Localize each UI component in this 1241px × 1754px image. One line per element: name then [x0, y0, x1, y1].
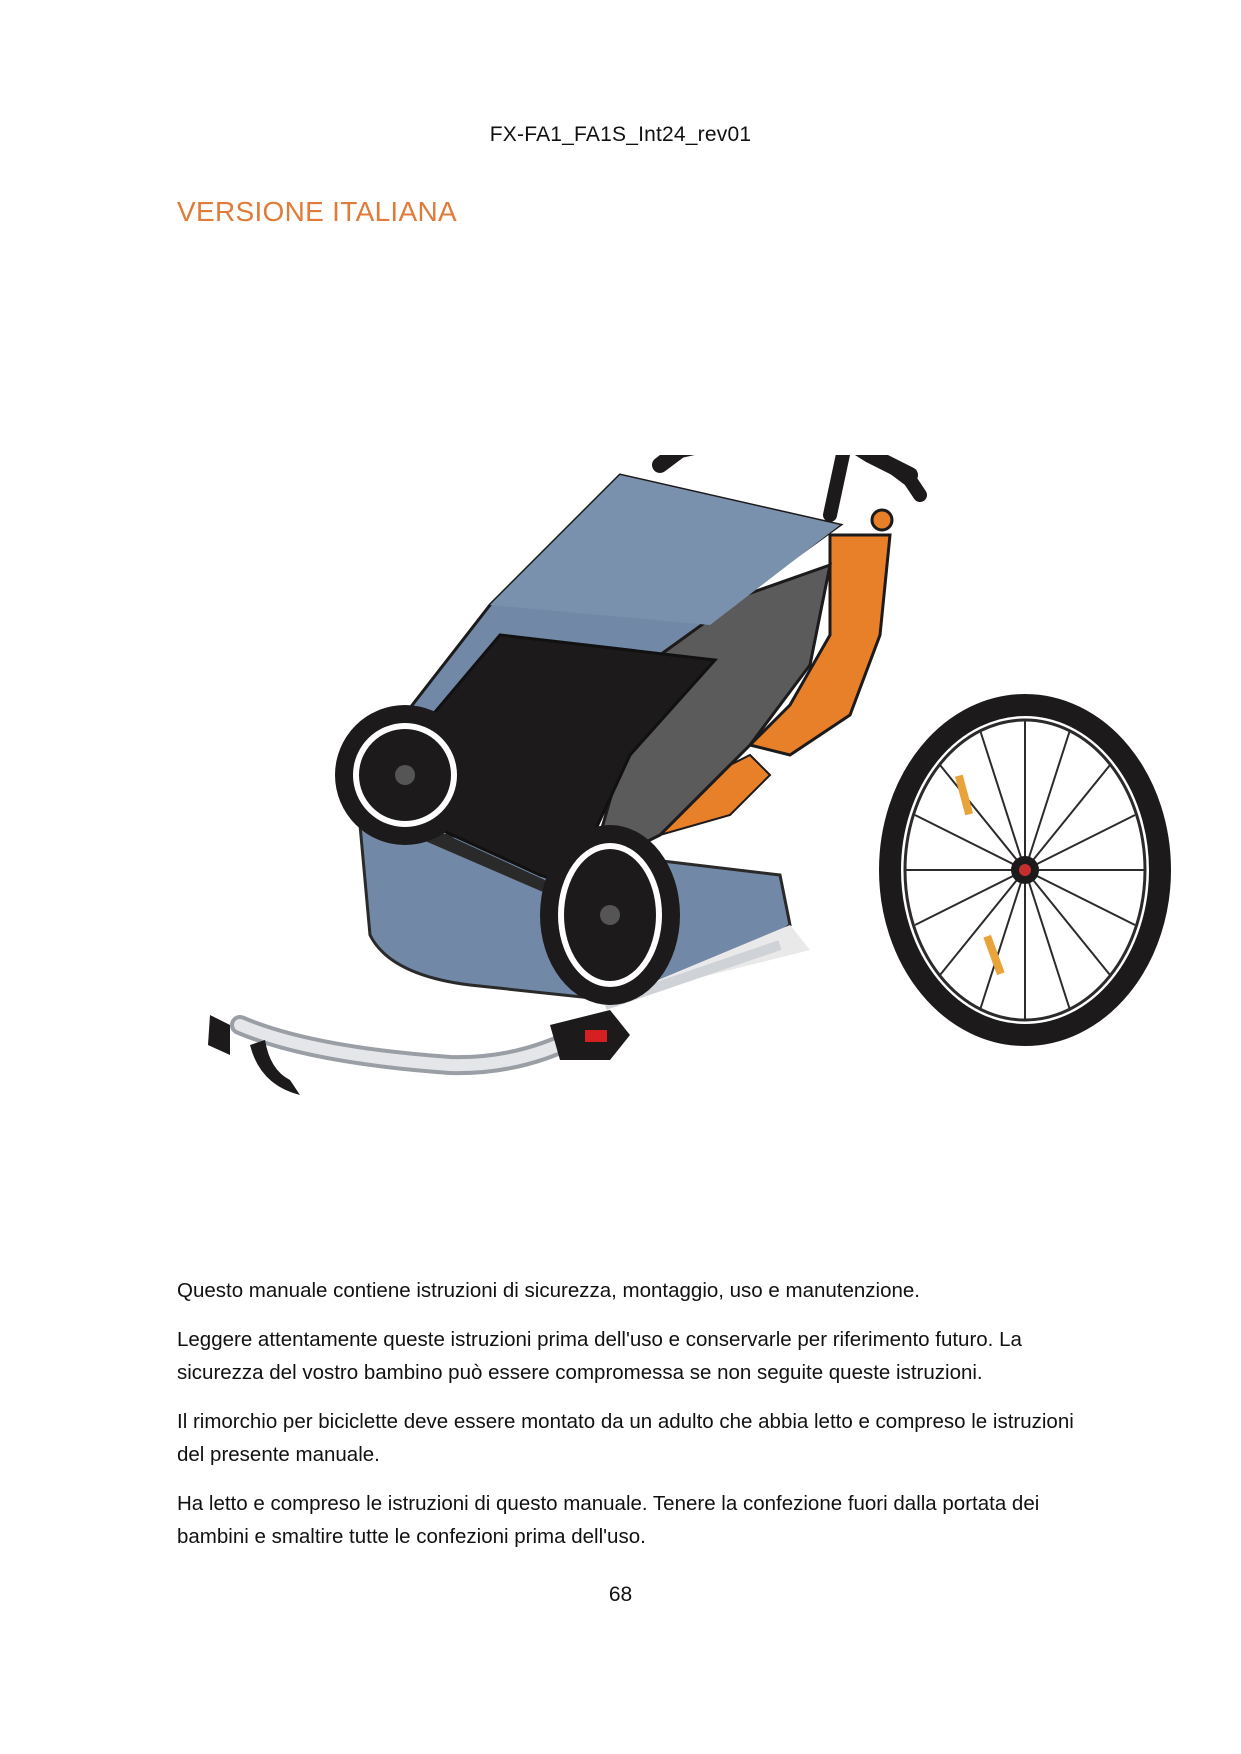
front-wheel-right [540, 825, 680, 1005]
paragraph-assembly: Il rimorchio per biciclette deve essere montato da un adulto che abbia letto e compreso le istruzioni del presente manuale. [177, 1410, 1074, 1466]
section-title: VERSIONE ITALIANA [177, 196, 457, 227]
paragraph-intro: Questo manuale contiene istruzioni di sicurezza, montaggio, uso e manutenzione. [177, 1279, 920, 1302]
body-text [177, 1274, 1077, 1569]
front-wheel-left [335, 705, 475, 845]
page-number: 68 [608, 1583, 633, 1606]
rear-wheel [890, 705, 1160, 1035]
document-code-header: FX-FA1_FA1S_Int24_rev01 [489, 123, 752, 146]
paragraph-read-carefully: Leggere attentamente queste istruzioni prima dell'uso e conservarle per riferimento futuro. La sicurezza del vostro bambino può essere compromessa se non seguite queste istruzioni. [177, 1328, 1022, 1384]
bike-trailer-illustration [190, 455, 1200, 1155]
paragraph-packaging: Ha letto e compreso le istruzioni di questo manuale. Tenere la confezione fuori dalla portata dei bambini e smaltire tutte le confezioni prima dell'uso. [177, 1492, 1040, 1548]
tow-bar [208, 1010, 630, 1095]
